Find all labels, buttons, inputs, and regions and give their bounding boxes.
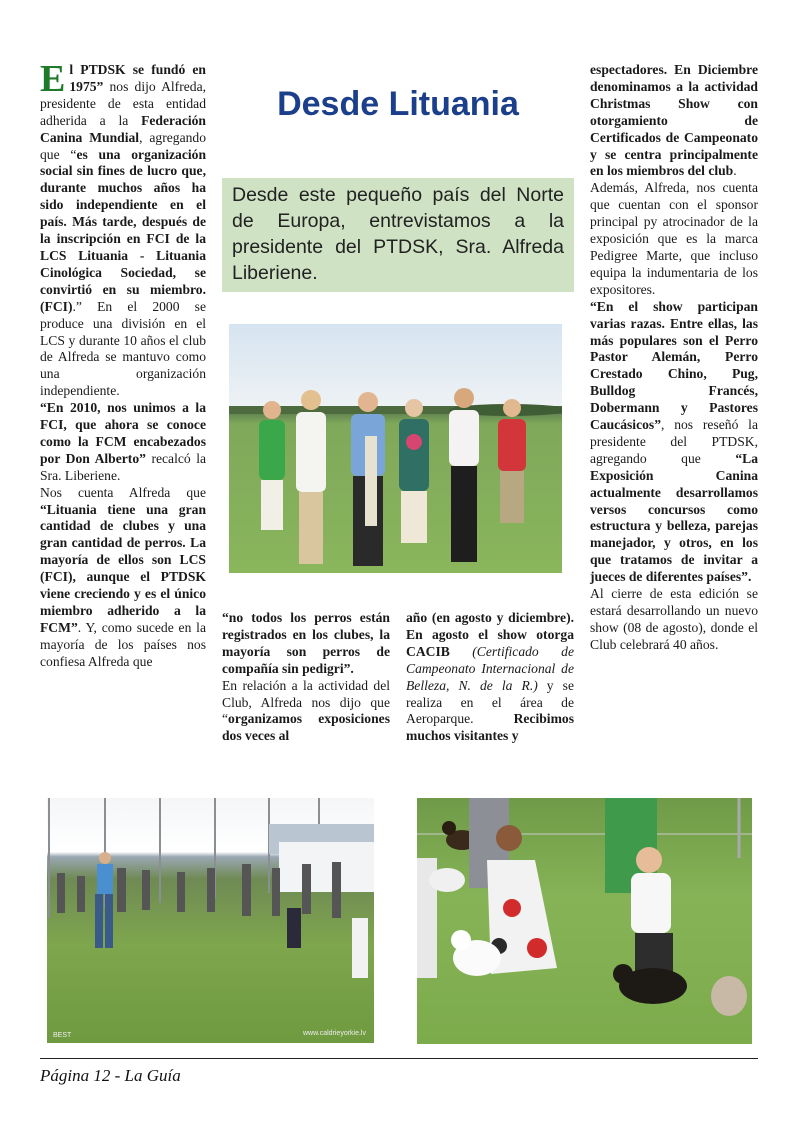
- show-ring-illustration: [47, 798, 374, 1043]
- person-1: [259, 401, 285, 530]
- photo-credit-right: www.caldrieyorkie.lv: [302, 1030, 366, 1037]
- drop-cap: E: [40, 58, 66, 100]
- column-text: espectadores. En Diciembre denominamos a la actividad Christmas Show con otorgamiento de Certificados de Campeonato y se centra principalmente en los miembros del club. Además, Alfreda, nos cuenta que cuentan con el sponsor principal py atrocinador de la exposición que es la marca Pedigree Marte, que incluso equipa la indumentaria de los expositores. “En el show participan varias razas. Entre ellas, las más populares son el Perro Pastor Alemán, Perro Crestado Chino, Pug, Bulldog Francés, Dobermann y Pastores Caucásicos”, nos reseñó la presidente del PTDSK, agregando que “La Exposición Canina actualmente desarrollamos versos concursos como estructura y belleza, parejas manejador, y otros, en los que tratamos de invitar a jueces de diferentes países”. Al cierre de esta edición se estará desarrollando un nuevo show (08 de agosto), donde el Club celebrará 40 años.: [590, 62, 758, 652]
- dog-handlers-illustration: [417, 798, 752, 1044]
- article-column-middle-2: [406, 610, 574, 745]
- person-6: [498, 399, 526, 523]
- black-dog: [613, 964, 687, 1004]
- article-column-middle-1: [222, 610, 390, 745]
- dog-handlers-photo: [417, 798, 752, 1044]
- photo-credit-left: BEST: [53, 1032, 72, 1039]
- person-3: [351, 392, 385, 566]
- intro-box: [222, 178, 574, 292]
- intro-text: Desde este pequeño país del Norte de Europa, entrevistamos a la presidente del PTDSK, Sra. Alfreda Liberiene.: [232, 184, 564, 284]
- person-4: [399, 399, 429, 543]
- column-text: año (en agosto y diciembre). En agosto el show otorga CACIB (Certificado de Campeonato Internacional de Belleza, N. de la R.) y se realiza en el área de Aeroparque. Recibimos muchos visitantes y: [406, 610, 574, 744]
- footer-divider: [40, 1058, 758, 1059]
- column-text: l PTDSK se fundó en 1975” nos dijo Alfreda, presidente de esta entidad adherida a la Federación Canina Mundial, agregando que “es una organización social sin fines de lucro que, durante muchos años ha sido independiente en el país. Más tarde, después de la inscripción en FCI de la LCS Lituania - Lituania Cinológica Sociedad, se convirtió en su miembro. (FCI).” En el 2000 se produce una división en el LCS y durante 10 años el club de Alfreda se mantuvo como una organización independiente. “En 2010, nos unimos a la FCI, que ahora se conoce como la FCM encabezados por Don Alberto” recalcó la Sra. Liberiene. Nos cuenta Alfreda que “Lituania tiene una gran cantidad de clubes y una gran cantidad de perros. La mayoría de ellos son LCS (FCI), aunque el PTDSK viene creciendo y es el único miembro adherido a la FCM”. Y, como sucede en la mayoría de los países nos confiesa Alfreda que: [40, 62, 207, 669]
- page-footer: Página 12 - La Guía: [40, 1066, 181, 1085]
- column-text: “no todos los perros están registrados en los clubes, la mayoría son perros de compañía sin pedigri”. En relación a la actividad del Club, Alfreda nos dijo que “organizamos exposiciones dos veces al: [222, 610, 390, 744]
- article-column-right: [590, 62, 758, 654]
- show-ring-photo: [47, 798, 374, 1043]
- person-2: [296, 390, 326, 564]
- group-photo-illustration: [229, 324, 562, 573]
- group-photo: [229, 324, 562, 573]
- article-title: Desde Lituania: [277, 85, 519, 123]
- person-5: [449, 388, 479, 562]
- article-column-left: [40, 58, 207, 671]
